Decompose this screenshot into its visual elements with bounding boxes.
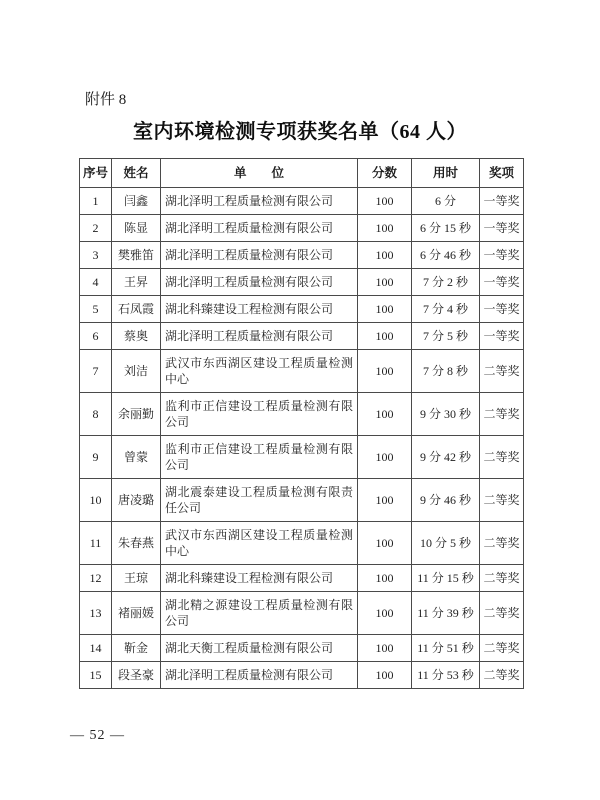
table-row — [80, 436, 524, 479]
table-body — [80, 188, 524, 689]
cell-unit: 监利市正信建设工程质量检测有限公司 — [161, 393, 358, 436]
cell-award: 二等奖 — [480, 592, 524, 635]
cell-award: 一等奖 — [480, 215, 524, 242]
table-row — [80, 215, 524, 242]
table-header-row — [80, 159, 524, 188]
cell-name: 靳金 — [112, 635, 161, 662]
cell-serial-number: 6 — [80, 323, 112, 350]
cell-time: 7 分 2 秒 — [412, 269, 480, 296]
cell-unit: 湖北泽明工程质量检测有限公司 — [161, 269, 358, 296]
table-row — [80, 565, 524, 592]
cell-award: 二等奖 — [480, 522, 524, 565]
column-header: 姓名 — [112, 159, 161, 188]
cell-time: 11 分 15 秒 — [412, 565, 480, 592]
cell-score: 100 — [358, 269, 412, 296]
cell-serial-number: 9 — [80, 436, 112, 479]
cell-name: 石凤霞 — [112, 296, 161, 323]
cell-name: 段圣豪 — [112, 662, 161, 689]
cell-award: 二等奖 — [480, 662, 524, 689]
cell-time: 11 分 39 秒 — [412, 592, 480, 635]
column-header: 分数 — [358, 159, 412, 188]
cell-name: 朱春燕 — [112, 522, 161, 565]
cell-unit: 湖北天衡工程质量检测有限公司 — [161, 635, 358, 662]
cell-time: 9 分 46 秒 — [412, 479, 480, 522]
table-row — [80, 662, 524, 689]
cell-score: 100 — [358, 323, 412, 350]
cell-score: 100 — [358, 522, 412, 565]
cell-serial-number: 14 — [80, 635, 112, 662]
cell-serial-number: 11 — [80, 522, 112, 565]
cell-time: 10 分 5 秒 — [412, 522, 480, 565]
cell-serial-number: 4 — [80, 269, 112, 296]
cell-serial-number: 7 — [80, 350, 112, 393]
cell-award: 二等奖 — [480, 635, 524, 662]
cell-serial-number: 1 — [80, 188, 112, 215]
cell-name: 闫鑫 — [112, 188, 161, 215]
cell-unit: 湖北泽明工程质量检测有限公司 — [161, 188, 358, 215]
cell-serial-number: 12 — [80, 565, 112, 592]
cell-time: 6 分 15 秒 — [412, 215, 480, 242]
cell-serial-number: 10 — [80, 479, 112, 522]
cell-name: 樊雅笛 — [112, 242, 161, 269]
cell-time: 7 分 8 秒 — [412, 350, 480, 393]
cell-score: 100 — [358, 215, 412, 242]
cell-unit: 湖北泽明工程质量检测有限公司 — [161, 662, 358, 689]
cell-award: 一等奖 — [480, 269, 524, 296]
cell-serial-number: 13 — [80, 592, 112, 635]
cell-unit: 武汉市东西湖区建设工程质量检测中心 — [161, 522, 358, 565]
cell-time: 6 分 46 秒 — [412, 242, 480, 269]
cell-name: 王琼 — [112, 565, 161, 592]
column-header: 单 位 — [161, 159, 358, 188]
table-row — [80, 188, 524, 215]
cell-name: 刘洁 — [112, 350, 161, 393]
cell-score: 100 — [358, 393, 412, 436]
table-row — [80, 592, 524, 635]
page-number: — 52 — — [70, 728, 125, 743]
cell-score: 100 — [358, 242, 412, 269]
cell-unit: 湖北泽明工程质量检测有限公司 — [161, 215, 358, 242]
cell-name: 蔡奥 — [112, 323, 161, 350]
cell-score: 100 — [358, 635, 412, 662]
cell-time: 7 分 4 秒 — [412, 296, 480, 323]
cell-award: 一等奖 — [480, 323, 524, 350]
table-row — [80, 350, 524, 393]
cell-name: 曾蒙 — [112, 436, 161, 479]
cell-score: 100 — [358, 436, 412, 479]
cell-award: 一等奖 — [480, 242, 524, 269]
table-row — [80, 479, 524, 522]
cell-time: 9 分 42 秒 — [412, 436, 480, 479]
cell-time: 9 分 30 秒 — [412, 393, 480, 436]
cell-award: 二等奖 — [480, 393, 524, 436]
table-row — [80, 269, 524, 296]
table-row — [80, 522, 524, 565]
cell-score: 100 — [358, 188, 412, 215]
cell-award: 一等奖 — [480, 188, 524, 215]
cell-time: 7 分 5 秒 — [412, 323, 480, 350]
cell-score: 100 — [358, 296, 412, 323]
cell-award: 二等奖 — [480, 436, 524, 479]
cell-award: 二等奖 — [480, 479, 524, 522]
cell-unit: 湖北科臻建设工程检测有限公司 — [161, 296, 358, 323]
cell-score: 100 — [358, 350, 412, 393]
cell-serial-number: 5 — [80, 296, 112, 323]
cell-serial-number: 8 — [80, 393, 112, 436]
table-row — [80, 323, 524, 350]
column-header: 奖项 — [480, 159, 524, 188]
cell-name: 褚丽媛 — [112, 592, 161, 635]
cell-name: 王昇 — [112, 269, 161, 296]
cell-unit: 湖北泽明工程质量检测有限公司 — [161, 242, 358, 269]
award-table — [79, 158, 524, 689]
cell-unit: 湖北科臻建设工程检测有限公司 — [161, 565, 358, 592]
page-title: 室内环境检测专项获奖名单（64 人） — [133, 121, 467, 143]
cell-unit: 湖北震泰建设工程质量检测有限责任公司 — [161, 479, 358, 522]
cell-serial-number: 2 — [80, 215, 112, 242]
cell-award: 二等奖 — [480, 350, 524, 393]
cell-unit: 湖北精之源建设工程质量检测有限公司 — [161, 592, 358, 635]
cell-unit: 湖北泽明工程质量检测有限公司 — [161, 323, 358, 350]
cell-serial-number: 15 — [80, 662, 112, 689]
cell-award: 一等奖 — [480, 296, 524, 323]
cell-name: 唐凌璐 — [112, 479, 161, 522]
table-row — [80, 242, 524, 269]
cell-time: 11 分 53 秒 — [412, 662, 480, 689]
table-row — [80, 393, 524, 436]
cell-name: 陈显 — [112, 215, 161, 242]
table-row — [80, 635, 524, 662]
attachment-label: 附件 8 — [85, 92, 127, 108]
column-header: 用时 — [412, 159, 480, 188]
cell-time: 6 分 — [412, 188, 480, 215]
cell-award: 二等奖 — [480, 565, 524, 592]
cell-serial-number: 3 — [80, 242, 112, 269]
cell-time: 11 分 51 秒 — [412, 635, 480, 662]
column-header: 序号 — [80, 159, 112, 188]
cell-score: 100 — [358, 565, 412, 592]
cell-score: 100 — [358, 592, 412, 635]
cell-name: 余丽勤 — [112, 393, 161, 436]
cell-score: 100 — [358, 479, 412, 522]
cell-unit: 监利市正信建设工程质量检测有限公司 — [161, 436, 358, 479]
cell-score: 100 — [358, 662, 412, 689]
table-row — [80, 296, 524, 323]
cell-unit: 武汉市东西湖区建设工程质量检测中心 — [161, 350, 358, 393]
